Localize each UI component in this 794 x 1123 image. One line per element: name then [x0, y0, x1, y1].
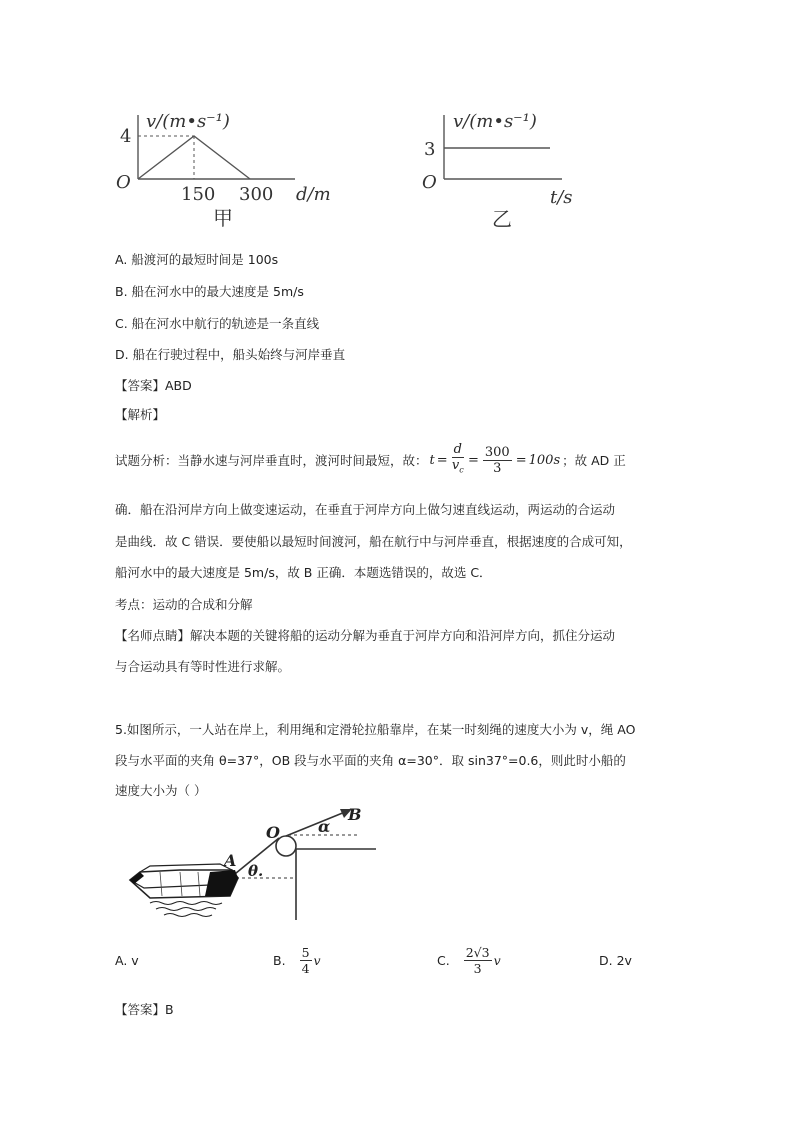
formula-eq3: = [515, 452, 527, 468]
formula-3: 3 [493, 460, 502, 476]
label-alpha: α [318, 817, 331, 836]
q5-c-fraction: $\frac{2√3}{3}$ [465, 944, 490, 976]
jia-x-tick-300: 300 [239, 184, 274, 205]
q5-stem-1: 5.如图所示，一人站在岸上，利用绳和定滑轮拉船靠岸，在某一时刻绳的速度大小为 v，绳 AO [115, 722, 636, 737]
q5-figure [120, 800, 390, 925]
q4-analysis-lead: 试题分析：当静水速与河岸垂直时，渡河时间最短，故： [115, 453, 428, 468]
formula-eq2: = [467, 452, 479, 468]
q5-option-b: B. $\frac{5}{4}$ v [273, 944, 321, 976]
q5-option-d: D. 2v [599, 953, 632, 968]
boat-icon [130, 864, 238, 898]
formula-300: 300 [484, 444, 510, 460]
yi-x-axis-label: t/s [550, 187, 573, 208]
yi-y-tick-3: 3 [424, 139, 436, 160]
q5-option-a: A. v [115, 953, 139, 968]
formula-frac-d-vc [452, 442, 464, 478]
yi-caption: 乙 [492, 207, 512, 231]
q4-answer: 【答案】ABD [115, 378, 192, 393]
label-o: O [266, 823, 280, 842]
q4-formula [430, 442, 561, 478]
graph-yi [420, 100, 600, 235]
q4-analysis-line-3: 船河水中的最大速度是 5m/s，故 B 正确．本题选错误的，故选 C． [115, 565, 492, 580]
q4-analysis-line-2: 是曲线．故 C 错误．要使船以最短时间渡河，船在航行中与河岸垂直，根据速度的合成可知， [115, 534, 632, 549]
q4-analysis-heading: 【解析】 [115, 407, 166, 422]
q5-b-fraction: $\frac{5}{4}$ [301, 944, 310, 976]
q4-option-d: D. 船在行驶过程中，船头始终与河岸垂直 [115, 347, 346, 362]
q5-option-c: C. $\frac{2√3}{3}$ v [437, 944, 501, 976]
formula-d: d [453, 442, 462, 458]
jia-y-tick-4: 4 [120, 126, 132, 147]
yi-origin: O [422, 172, 437, 193]
rope-ob [286, 812, 345, 836]
yi-y-axis-label: v/(m•s⁻¹) [453, 111, 537, 132]
q4-teacher-note-2: 与合运动具有等时性进行求解。 [115, 659, 291, 674]
label-a: A [224, 851, 237, 870]
q4-analysis-line-1: 确．船在沿河岸方向上做变速运动，在垂直于河岸方向上做匀速直线运动，两运动的合运动 [115, 502, 616, 517]
q4-teacher-note-1: 【名师点睛】解决本题的关键将船的运动分解为垂直于河岸方向和沿河岸方向，抓住分运动 [115, 628, 616, 643]
water-waves [150, 902, 222, 917]
graph-jia [110, 100, 360, 235]
q4-analysis-formula-line [115, 440, 626, 480]
jia-x-axis-label: d/m [296, 184, 331, 205]
q5-stem-3: 速度大小为（ ） [115, 783, 207, 798]
jia-y-axis-label: v/(m•s⁻¹) [146, 111, 230, 132]
formula-eq1: = [436, 452, 448, 468]
q4-analysis-tail: ；故 AD 正 [562, 453, 626, 468]
formula-result: 100s [528, 452, 561, 468]
label-theta: θ. [248, 862, 264, 880]
q4-option-a: A. 船渡河的最短时间是 100s [115, 252, 279, 267]
q4-kaodian: 考点：运动的合成和分解 [115, 597, 253, 612]
jia-origin: O [116, 172, 131, 193]
q5-answer: 【答案】B [115, 1002, 174, 1017]
label-b: B [348, 805, 362, 824]
q4-option-c: C. 船在河水中航行的轨迹是一条直线 [115, 316, 320, 331]
jia-x-tick-150: 150 [181, 184, 216, 205]
q5-stem-2: 段与水平面的夹角 θ=37°，OB 段与水平面的夹角 α=30°．取 sin37°=0.6，则此时小船的 [115, 753, 626, 768]
q4-option-b: B. 船在河水中的最大速度是 5m/s [115, 284, 304, 299]
formula-frac-300-3 [483, 445, 512, 476]
formula-vc: $v_c$ [451, 458, 464, 475]
jia-caption: 甲 [213, 206, 233, 230]
formula-t: t [429, 452, 435, 468]
